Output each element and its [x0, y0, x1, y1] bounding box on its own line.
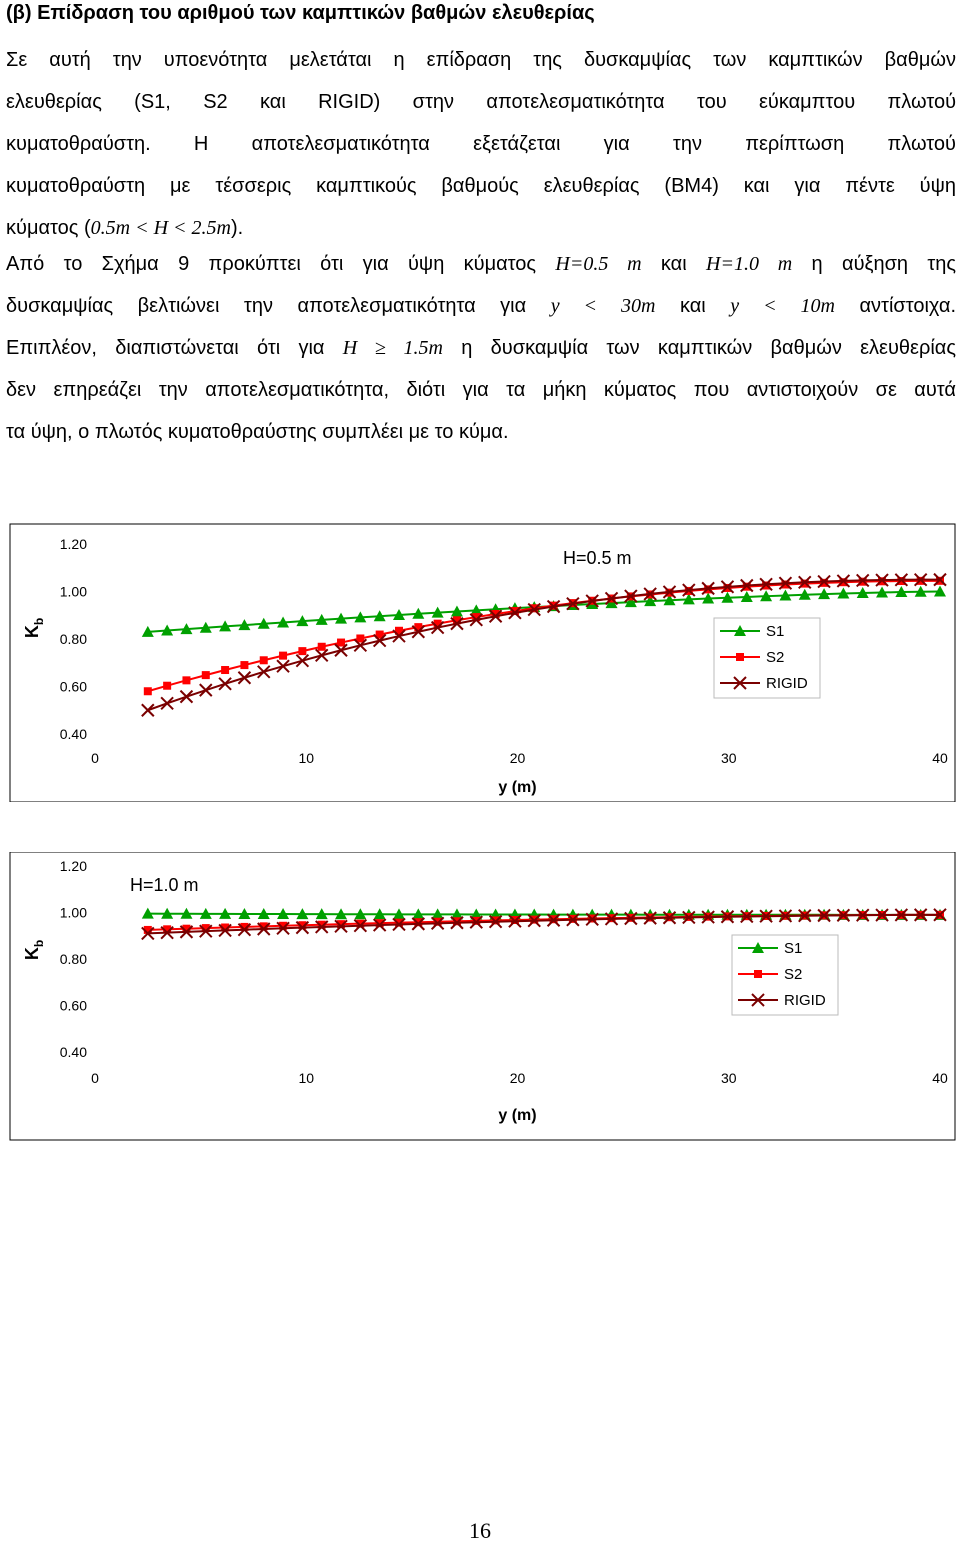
paragraph-line: δεν επηρεάζει την αποτελεσματικότητα, διότι για τα μήκη κύματος που αντιστοιχούν σε αυτά: [6, 379, 956, 401]
page-number: 16: [469, 1518, 491, 1543]
y-axis-label-main: K: [22, 947, 42, 961]
x-marker: [219, 678, 231, 690]
legend-label: RIGID: [766, 675, 808, 692]
paragraph-2: [6, 243, 956, 453]
x-marker: [277, 660, 289, 672]
y-tick-label: 0.40: [59, 726, 87, 742]
square-marker: [163, 682, 171, 690]
y-axis-label-main: K: [22, 625, 42, 639]
x-tick-label: 40: [932, 1070, 948, 1086]
paragraph-line: Σε αυτή την υποενότητα μελετάται η επίδραση της δυσκαμψίας των καμπτικών βαθμών: [6, 49, 956, 71]
square-marker: [337, 639, 345, 647]
y-axis-label: [22, 618, 46, 638]
x-tick-label: 20: [509, 1070, 526, 1086]
x-tick-label: 10: [298, 750, 315, 766]
text-run: και: [660, 253, 687, 275]
x-axis-label: y (m): [498, 779, 537, 796]
legend-label: S2: [784, 966, 803, 983]
series-line: [148, 580, 940, 711]
x-marker: [296, 655, 308, 667]
legend-label: RIGID: [784, 992, 826, 1009]
text-run: κύματος (: [6, 217, 91, 239]
x-marker: [200, 684, 212, 696]
square-marker: [260, 656, 268, 664]
x-marker: [142, 704, 154, 716]
y-tick-label: 1.20: [59, 536, 87, 552]
square-marker: [298, 647, 306, 655]
text-run: ).: [230, 217, 244, 239]
math-h15: H ≥ 1.5m: [342, 337, 443, 359]
chart-title: H=0.5 m: [563, 548, 632, 568]
chart-svg: [0, 852, 960, 1142]
y-axis-label-sub: b: [32, 617, 46, 626]
text-run: και: [679, 295, 706, 317]
square-marker: [279, 652, 287, 660]
x-tick-label: 0: [91, 1070, 99, 1086]
square-marker: [240, 661, 248, 669]
chart-h05: [0, 522, 960, 807]
y-axis-label-sub: b: [32, 939, 46, 948]
chart-title: H=1.0 m: [130, 875, 199, 895]
square-marker: [318, 643, 326, 651]
chart-svg: [0, 522, 960, 802]
y-tick-label: 1.00: [59, 583, 87, 600]
x-tick-label: 30: [720, 1070, 737, 1086]
x-axis-label: y (m): [498, 1107, 537, 1124]
y-tick-label: 1.00: [59, 904, 87, 921]
x-tick-label: 40: [932, 750, 948, 766]
math-h10: H=1.0 m: [706, 253, 793, 275]
paragraph-line: ελευθερίας (S1, S2 και RIGID) στην αποτελεσματικότητα του εύκαμπτου πλωτού: [6, 91, 956, 113]
legend-label: S1: [784, 940, 803, 957]
text-run: Επιπλέον, διαπιστώνεται ότι για: [6, 337, 325, 359]
paragraph-line: τα ύψη, ο πλωτός κυματοθραύστης συμπλέει με το κύμα.: [6, 421, 509, 443]
legend-label: S2: [766, 649, 785, 666]
x-tick-label: 20: [509, 750, 526, 766]
paragraph-1: [6, 39, 956, 249]
section-heading: (β) Επίδραση του αριθμού των καμπτικών βαθμών ελευθερίας: [6, 2, 595, 24]
x-marker: [316, 649, 328, 661]
square-marker: [736, 653, 744, 661]
y-tick-label: 0.80: [59, 631, 87, 647]
legend: [714, 618, 820, 698]
legend: [732, 935, 838, 1015]
square-marker: [182, 676, 190, 684]
paragraph-line: κυματοθραύστη. Η αποτελεσματικότητα εξετάζεται για την περίπτωση πλωτού: [6, 133, 956, 155]
x-marker: [258, 666, 270, 678]
paragraph-line: [6, 285, 956, 327]
text-run: η αύξηση της: [811, 253, 957, 275]
text-run: αντίστοιχα.: [859, 295, 956, 317]
math-inequality: 0.5m < H < 2.5m: [90, 217, 231, 239]
y-tick-label: 0.40: [59, 1044, 87, 1060]
square-marker: [754, 970, 762, 978]
y-tick-label: 0.80: [59, 951, 87, 967]
x-marker: [238, 672, 250, 684]
text-run: η δυσκαμψία των καμπτικών βαθμών ελευθερίας: [461, 337, 956, 359]
math-y10: y < 10m: [730, 295, 835, 317]
y-axis-label: [22, 940, 46, 960]
x-tick-label: 0: [91, 750, 99, 766]
square-marker: [144, 687, 152, 695]
x-marker: [180, 691, 192, 703]
y-tick-label: 0.60: [59, 997, 87, 1014]
math-y30: y < 30m: [550, 295, 656, 317]
y-tick-label: 1.20: [59, 858, 87, 874]
square-marker: [202, 671, 210, 679]
x-tick-label: 30: [720, 750, 737, 766]
paragraph-line: κυματοθραύστη με τέσσερις καμπτικούς βαθμούς ελευθερίας (BM4) και για πέντε ύψη: [6, 175, 956, 197]
y-tick-label: 0.60: [59, 678, 87, 695]
square-marker: [221, 666, 229, 674]
text-run: δυσκαμψίας βελτιώνει την αποτελεσματικότητα για: [6, 295, 527, 317]
legend-label: S1: [766, 623, 785, 640]
paragraph-line: [6, 243, 956, 285]
math-h05: H=0.5 m: [555, 253, 642, 275]
x-tick-label: 10: [298, 1070, 315, 1086]
series-s1: [142, 586, 946, 637]
chart-h10: [0, 852, 960, 1147]
paragraph-line: [6, 327, 956, 369]
x-marker: [161, 697, 173, 709]
text-run: Από το Σχήμα 9 προκύπτει ότι για ύψη κύματος: [6, 253, 537, 275]
